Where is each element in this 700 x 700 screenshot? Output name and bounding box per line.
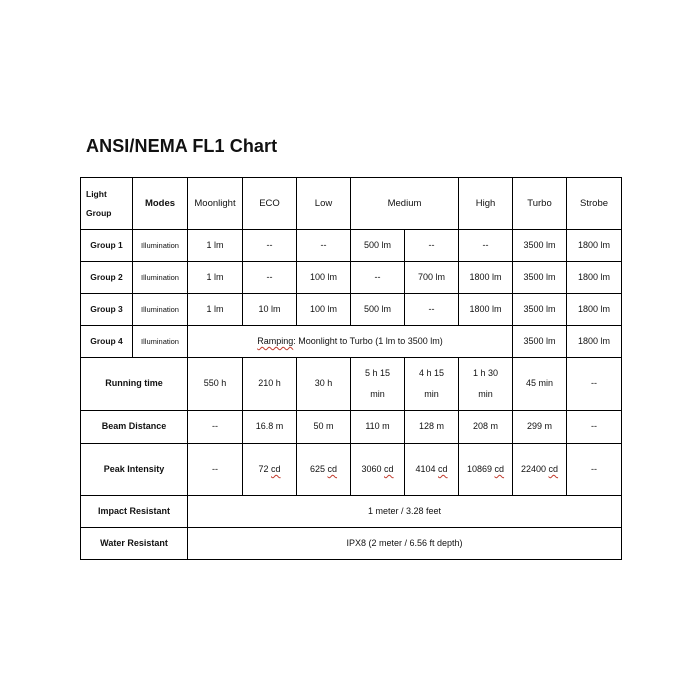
- impact-resistant-value: 1 meter / 3.28 feet: [188, 496, 622, 528]
- mode-cell: Illumination: [133, 230, 188, 262]
- mode-cell: Illumination: [133, 294, 188, 326]
- medium-a-cell: --: [351, 262, 405, 294]
- water-resistant-row: [81, 528, 622, 560]
- header-light-group: Light Group: [81, 178, 133, 230]
- header-medium: Medium: [351, 178, 459, 230]
- turbo-cell: 45 min: [513, 358, 567, 411]
- low-cell: 50 m: [297, 411, 351, 444]
- header-modes: Modes: [133, 178, 188, 230]
- medium-a-cell: 3060 cd: [351, 444, 405, 496]
- medium-a-cell: 5 h 15 min: [351, 358, 405, 411]
- strobe-cell: 1800 lm: [567, 326, 622, 358]
- medium-b-cell: --: [405, 294, 459, 326]
- low-cell: 625 cd: [297, 444, 351, 496]
- group-label: Group 2: [81, 262, 133, 294]
- medium-b-cell: 4104 cd: [405, 444, 459, 496]
- medium-b-cell: 128 m: [405, 411, 459, 444]
- turbo-cell: 3500 lm: [513, 294, 567, 326]
- header-eco: ECO: [243, 178, 297, 230]
- group-label: Group 1: [81, 230, 133, 262]
- beam-distance-row: [81, 411, 622, 444]
- header-row: [81, 178, 622, 230]
- moonlight-cell: 1 lm: [188, 262, 243, 294]
- eco-cell: 16.8 m: [243, 411, 297, 444]
- header-high: High: [459, 178, 513, 230]
- medium-b-cell: 700 lm: [405, 262, 459, 294]
- group-label: Group 3: [81, 294, 133, 326]
- turbo-cell: 3500 lm: [513, 262, 567, 294]
- eco-cell: --: [243, 230, 297, 262]
- moonlight-cell: 1 lm: [188, 230, 243, 262]
- eco-cell: --: [243, 262, 297, 294]
- fl1-chart-table: [80, 177, 622, 560]
- turbo-cell: 22400 cd: [513, 444, 567, 496]
- water-resistant-value: IPX8 (2 meter / 6.56 ft depth): [188, 528, 622, 560]
- strobe-cell: 1800 lm: [567, 262, 622, 294]
- low-cell: 100 lm: [297, 294, 351, 326]
- moonlight-cell: 1 lm: [188, 294, 243, 326]
- mode-cell: Illumination: [133, 326, 188, 358]
- eco-cell: 10 lm: [243, 294, 297, 326]
- high-cell: --: [459, 230, 513, 262]
- moonlight-cell: --: [188, 444, 243, 496]
- moonlight-cell: --: [188, 411, 243, 444]
- medium-b-cell: 4 h 15 min: [405, 358, 459, 411]
- strobe-cell: 1800 lm: [567, 294, 622, 326]
- header-low: Low: [297, 178, 351, 230]
- strobe-cell: --: [567, 358, 622, 411]
- moonlight-cell: 550 h: [188, 358, 243, 411]
- high-cell: 208 m: [459, 411, 513, 444]
- impact-resistant-label: Impact Resistant: [81, 496, 188, 528]
- water-resistant-label: Water Resistant: [81, 528, 188, 560]
- turbo-cell: 299 m: [513, 411, 567, 444]
- medium-a-cell: 500 lm: [351, 230, 405, 262]
- table-row: [81, 230, 622, 262]
- eco-cell: 210 h: [243, 358, 297, 411]
- medium-b-cell: --: [405, 230, 459, 262]
- low-cell: 100 lm: [297, 262, 351, 294]
- medium-a-cell: 500 lm: [351, 294, 405, 326]
- strobe-cell: --: [567, 411, 622, 444]
- turbo-cell: 3500 lm: [513, 230, 567, 262]
- table-row: [81, 326, 622, 358]
- high-cell: 1800 lm: [459, 294, 513, 326]
- running-time-row: [81, 358, 622, 411]
- turbo-cell: 3500 lm: [513, 326, 567, 358]
- ramping-cell: [188, 326, 513, 358]
- table-row: [81, 294, 622, 326]
- low-cell: 30 h: [297, 358, 351, 411]
- beam-distance-label: Beam Distance: [81, 411, 188, 444]
- peak-intensity-row: [81, 444, 622, 496]
- medium-a-cell: 110 m: [351, 411, 405, 444]
- header-turbo: Turbo: [513, 178, 567, 230]
- page-title: ANSI/NEMA FL1 Chart: [86, 136, 278, 156]
- low-cell: --: [297, 230, 351, 262]
- strobe-cell: 1800 lm: [567, 230, 622, 262]
- ramping-text: : Moonlight to Turbo (1 lm to 3500 lm): [293, 335, 443, 346]
- running-time-label: Running time: [81, 358, 188, 411]
- mode-cell: Illumination: [133, 262, 188, 294]
- peak-intensity-label: Peak Intensity: [81, 444, 188, 496]
- table-row: [81, 262, 622, 294]
- high-cell: 10869 cd: [459, 444, 513, 496]
- header-strobe: Strobe: [567, 178, 622, 230]
- high-cell: 1800 lm: [459, 262, 513, 294]
- high-cell: 1 h 30 min: [459, 358, 513, 411]
- impact-resistant-row: [81, 496, 622, 528]
- ramping-prefix: Ramping: [257, 335, 294, 346]
- group-label: Group 4: [81, 326, 133, 358]
- eco-cell: 72 cd: [243, 444, 297, 496]
- strobe-cell: --: [567, 444, 622, 496]
- header-moonlight: Moonlight: [188, 178, 243, 230]
